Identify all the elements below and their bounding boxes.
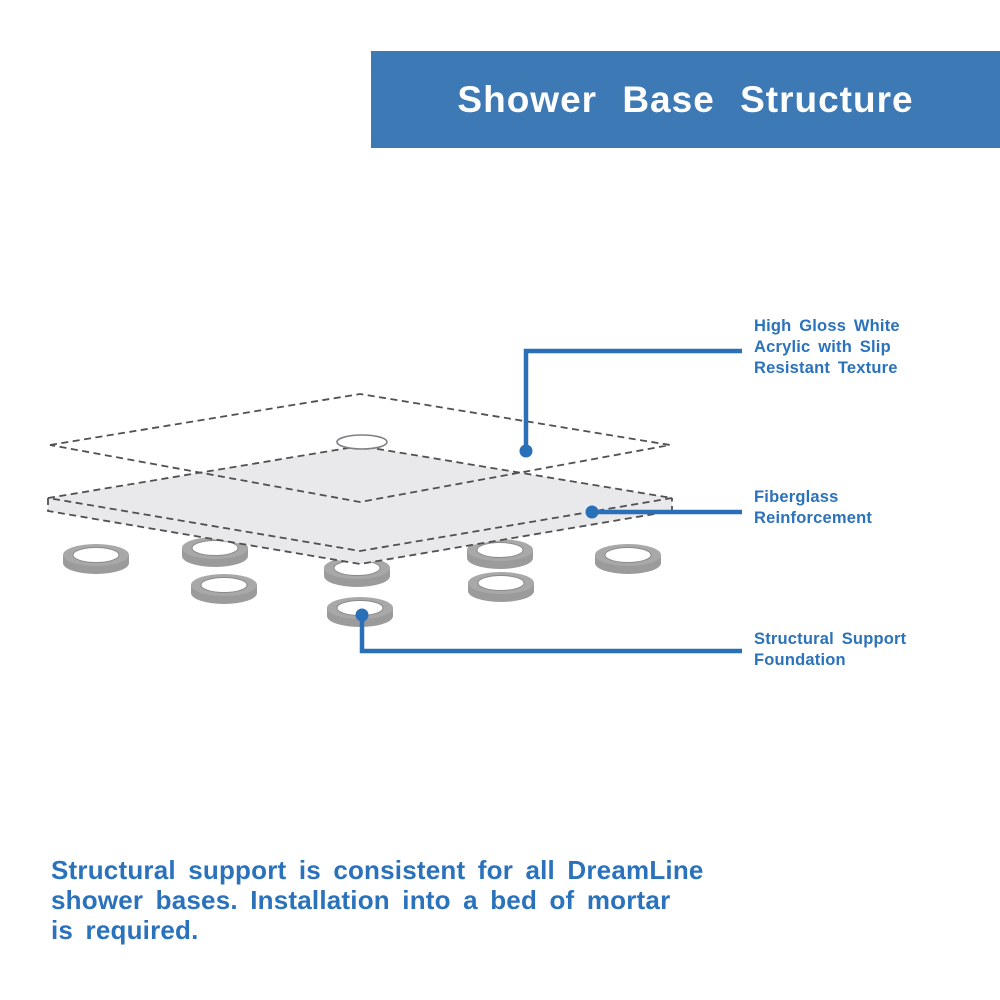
callout-line: Fiberglass (754, 488, 839, 506)
footer-note (51, 855, 704, 945)
footer-line: shower bases. Installation into a bed of mortar (51, 885, 671, 915)
callout-line: High Gloss White (754, 317, 900, 335)
callout-label-support (754, 629, 906, 671)
acrylic-anchor-dot (520, 445, 533, 458)
drain-ellipse (337, 435, 387, 449)
fiberglass-layer (48, 446, 672, 564)
callout-line: Structural Support (754, 630, 907, 648)
support-ring (63, 544, 129, 574)
support-ring (595, 544, 661, 574)
callout-line: Foundation (754, 651, 846, 669)
acrylic-leader-line (526, 351, 742, 451)
callout-label-fiberglass (754, 487, 872, 529)
footer-line: Structural support is consistent for all DreamLine (51, 855, 704, 885)
support-leader-line (362, 615, 742, 651)
callout-label-acrylic (754, 316, 900, 379)
support-ring (468, 572, 534, 602)
fiberglass-slab-fill (48, 446, 672, 564)
fiberglass-anchor-dot (586, 506, 599, 519)
footer-line: is required. (51, 915, 199, 945)
callout-line: Resistant Texture (754, 359, 898, 377)
callout-line: Acrylic with Slip (754, 338, 891, 356)
support-anchor-dot (356, 609, 369, 622)
page-title: Shower Base Structure (457, 78, 914, 120)
callout-line: Reinforcement (754, 509, 873, 527)
support-ring (191, 574, 257, 604)
